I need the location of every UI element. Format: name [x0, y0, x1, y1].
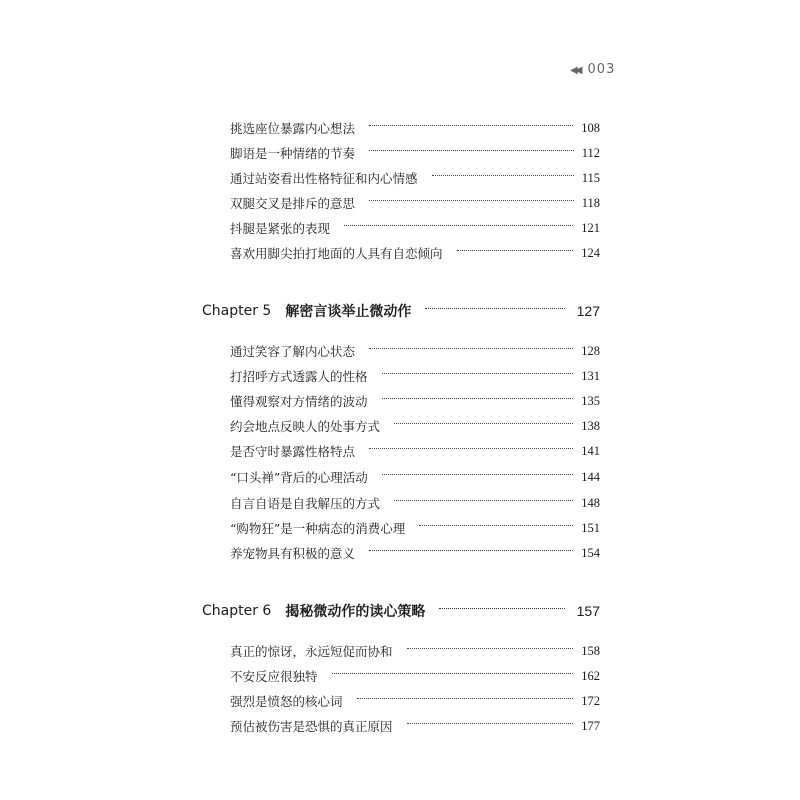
toc-entry-page: 135: [581, 393, 600, 408]
dot-leader: [369, 348, 573, 349]
dot-leader: [344, 225, 573, 226]
toc-entry-title: 约会地点反映人的处事方式: [230, 419, 381, 434]
dot-leader: [369, 125, 573, 126]
toc-entry-page: 112: [581, 145, 600, 160]
toc-entry-title: 养宠物具有积极的意义: [230, 546, 356, 561]
toc-entry[interactable]: [230, 416, 600, 436]
toc-entry-page: 162: [581, 668, 600, 683]
toc-entry[interactable]: [230, 467, 600, 487]
toc-entry-title: 打招呼方式透露人的性格: [230, 369, 368, 384]
toc-entry-title: 喜欢用脚尖拍打地面的人具有自恋倾向: [230, 246, 443, 261]
dot-leader: [357, 698, 574, 699]
toc-entry-title: 懂得观察对方情绪的波动: [230, 394, 368, 409]
toc-entry[interactable]: [230, 493, 600, 513]
dot-leader: [439, 608, 564, 609]
page-number: [570, 62, 630, 80]
toc-entry[interactable]: [230, 143, 600, 163]
toc-entry[interactable]: [230, 518, 600, 538]
dot-leader: [407, 723, 574, 724]
chapter-heading[interactable]: [202, 299, 600, 323]
toc-entry-page: 115: [581, 170, 600, 185]
toc-entry-page: 124: [581, 245, 600, 260]
toc-entry-page: 158: [581, 643, 600, 658]
dot-leader: [432, 175, 574, 176]
dot-leader: [382, 474, 573, 475]
toc-entry[interactable]: [230, 716, 600, 736]
chapter-label: Chapter 6: [202, 603, 272, 619]
dot-leader: [332, 673, 574, 674]
toc-entry[interactable]: [230, 641, 600, 661]
toc-entry-title: 抖腿是紧张的表现: [230, 221, 331, 236]
toc-entry-title: 自言自语是自我解压的方式: [230, 496, 381, 511]
toc-entry-title: “购物狂”是一种病态的消费心理: [230, 521, 406, 536]
toc-entry-title: 挑选座位暴露内心想法: [230, 121, 356, 136]
toc-entry-page: 151: [581, 520, 600, 535]
toc-entry-page: 108: [581, 120, 600, 135]
dot-leader: [382, 373, 574, 374]
toc-entry-title: 双腿交叉是排斥的意思: [230, 196, 356, 211]
toc-entry-title: “口头禅”背后的心理活动: [230, 470, 368, 485]
chapter-page: 157: [576, 603, 600, 619]
dot-leader: [394, 423, 573, 424]
chapter-heading[interactable]: [202, 599, 600, 623]
dot-leader: [382, 398, 574, 399]
toc-entry[interactable]: [230, 666, 600, 686]
chapter-page: 127: [576, 303, 600, 319]
dot-leader: [425, 308, 564, 309]
toc-entry[interactable]: [230, 243, 600, 263]
chapter-title: 揭秘微动作的读心策略: [285, 604, 426, 620]
toc-entry-title: 通过站姿看出性格特征和内心情感: [230, 171, 418, 186]
toc-entry[interactable]: [230, 366, 600, 386]
dot-leader: [369, 200, 574, 201]
toc-entry-page: 141: [581, 443, 600, 458]
toc-entry-title: 是否守时暴露性格特点: [230, 444, 356, 459]
toc-entry[interactable]: [230, 193, 600, 213]
toc-entry-page: 138: [581, 418, 600, 433]
toc-entry-page: 131: [581, 368, 600, 383]
dot-leader: [419, 525, 573, 526]
toc-entry[interactable]: [230, 118, 600, 138]
toc-entry-title: 不安反应很独特: [230, 669, 318, 684]
double-left-arrow-icon: ◀◀: [570, 65, 580, 76]
toc-entry-title: 脚语是一种情绪的节奏: [230, 146, 356, 161]
toc-entry-title: 通过笑容了解内心状态: [230, 344, 356, 359]
toc-entry-page: 177: [581, 718, 600, 733]
toc-entry-page: 128: [581, 343, 600, 358]
dot-leader: [369, 150, 574, 151]
toc-entry-page: 154: [581, 545, 600, 560]
dot-leader: [369, 448, 573, 449]
chapter-title: 解密言谈举止微动作: [285, 304, 412, 320]
toc-entry[interactable]: [230, 441, 600, 461]
dot-leader: [369, 550, 573, 551]
chapter-label: Chapter 5: [202, 303, 272, 319]
toc-entry-page: 118: [581, 195, 600, 210]
toc-entry-title: 强烈是愤怒的核心词: [230, 694, 343, 709]
dot-leader: [394, 500, 573, 501]
toc-entry-title: 预估被伤害是恐惧的真正原因: [230, 719, 393, 734]
toc-entry[interactable]: [230, 391, 600, 411]
toc-entry[interactable]: [230, 218, 600, 238]
toc-entry-page: 144: [581, 469, 600, 484]
toc-entry-page: 172: [581, 693, 600, 708]
dot-leader: [407, 648, 574, 649]
toc-entry[interactable]: [230, 341, 600, 361]
dot-leader: [457, 250, 574, 251]
toc-entry[interactable]: [230, 168, 600, 188]
toc-entry-page: 148: [581, 495, 600, 510]
toc-entry-title: 真正的惊讶，永远短促而协和: [230, 644, 393, 659]
toc-entry-page: 121: [581, 220, 600, 235]
toc-entry[interactable]: [230, 691, 600, 711]
page-number-text: 003: [587, 62, 616, 77]
toc-entry[interactable]: [230, 543, 600, 563]
